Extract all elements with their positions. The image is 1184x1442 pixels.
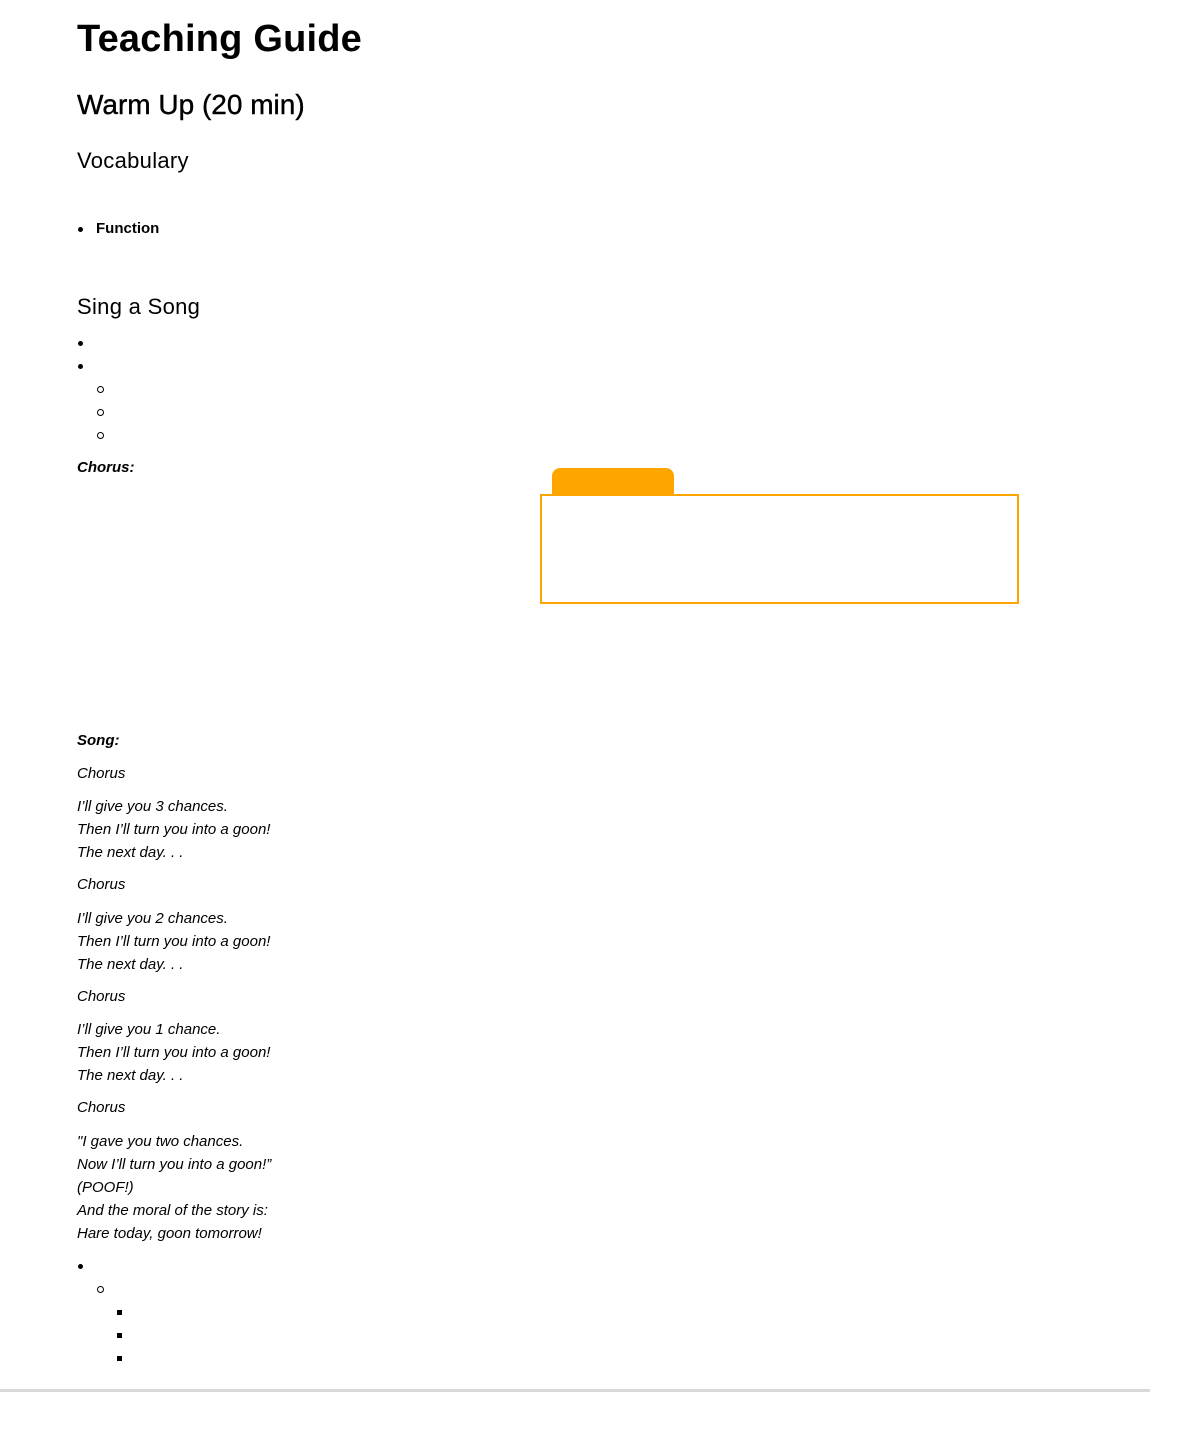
lyric-line: "I gave you two chances.	[77, 1133, 244, 1150]
section-heading-warm-up: Warm Up (20 min)	[77, 89, 305, 120]
song-label: Song:	[77, 732, 120, 749]
lyric-chorus: Chorus	[77, 876, 126, 893]
lyric-line: Now I’ll turn you into a goon!”	[77, 1156, 272, 1173]
sub-sub-list-item	[117, 1325, 127, 1345]
lyric-line: Then I’ll turn you into a goon!	[77, 933, 271, 950]
lyric-line: Then I’ll turn you into a goon!	[77, 821, 271, 838]
lyric-line: Then I’ll turn you into a goon!	[77, 1044, 271, 1061]
vocabulary-item: Function	[78, 219, 159, 239]
sub-sub-list-item	[117, 1348, 127, 1368]
list-item	[78, 356, 88, 376]
sub-sub-list-item	[117, 1302, 127, 1322]
sub-list-item	[97, 402, 107, 422]
lyric-line: I’ll give you 3 chances.	[77, 798, 228, 815]
list-item	[78, 333, 88, 353]
list-item	[78, 1256, 88, 1276]
sing-a-song-heading: Sing a Song	[77, 294, 201, 319]
vocabulary-heading: Vocabulary	[77, 148, 189, 173]
lyric-line: And the moral of the story is:	[77, 1202, 268, 1219]
sub-list-item	[97, 379, 107, 399]
lyric-line: Hare today, goon tomorrow!	[77, 1225, 262, 1242]
lyric-chorus: Chorus	[77, 988, 126, 1005]
sub-list-item	[97, 1279, 107, 1299]
lyric-line: The next day. . .	[77, 844, 184, 861]
note-box	[540, 494, 1019, 604]
sub-list-item	[97, 425, 107, 445]
footer-divider	[0, 1389, 1150, 1392]
lyric-line: The next day. . .	[77, 1067, 184, 1084]
lyric-line: (POOF!)	[77, 1179, 134, 1196]
lyric-chorus: Chorus	[77, 1099, 126, 1116]
chorus-label: Chorus:	[77, 459, 135, 476]
note-tab	[552, 468, 674, 496]
lyric-chorus: Chorus	[77, 765, 126, 782]
page-title: Teaching Guide	[77, 18, 363, 60]
lyric-line: I’ll give you 1 chance.	[77, 1021, 221, 1038]
lyric-line: I’ll give you 2 chances.	[77, 910, 228, 927]
lyric-line: The next day. . .	[77, 956, 184, 973]
